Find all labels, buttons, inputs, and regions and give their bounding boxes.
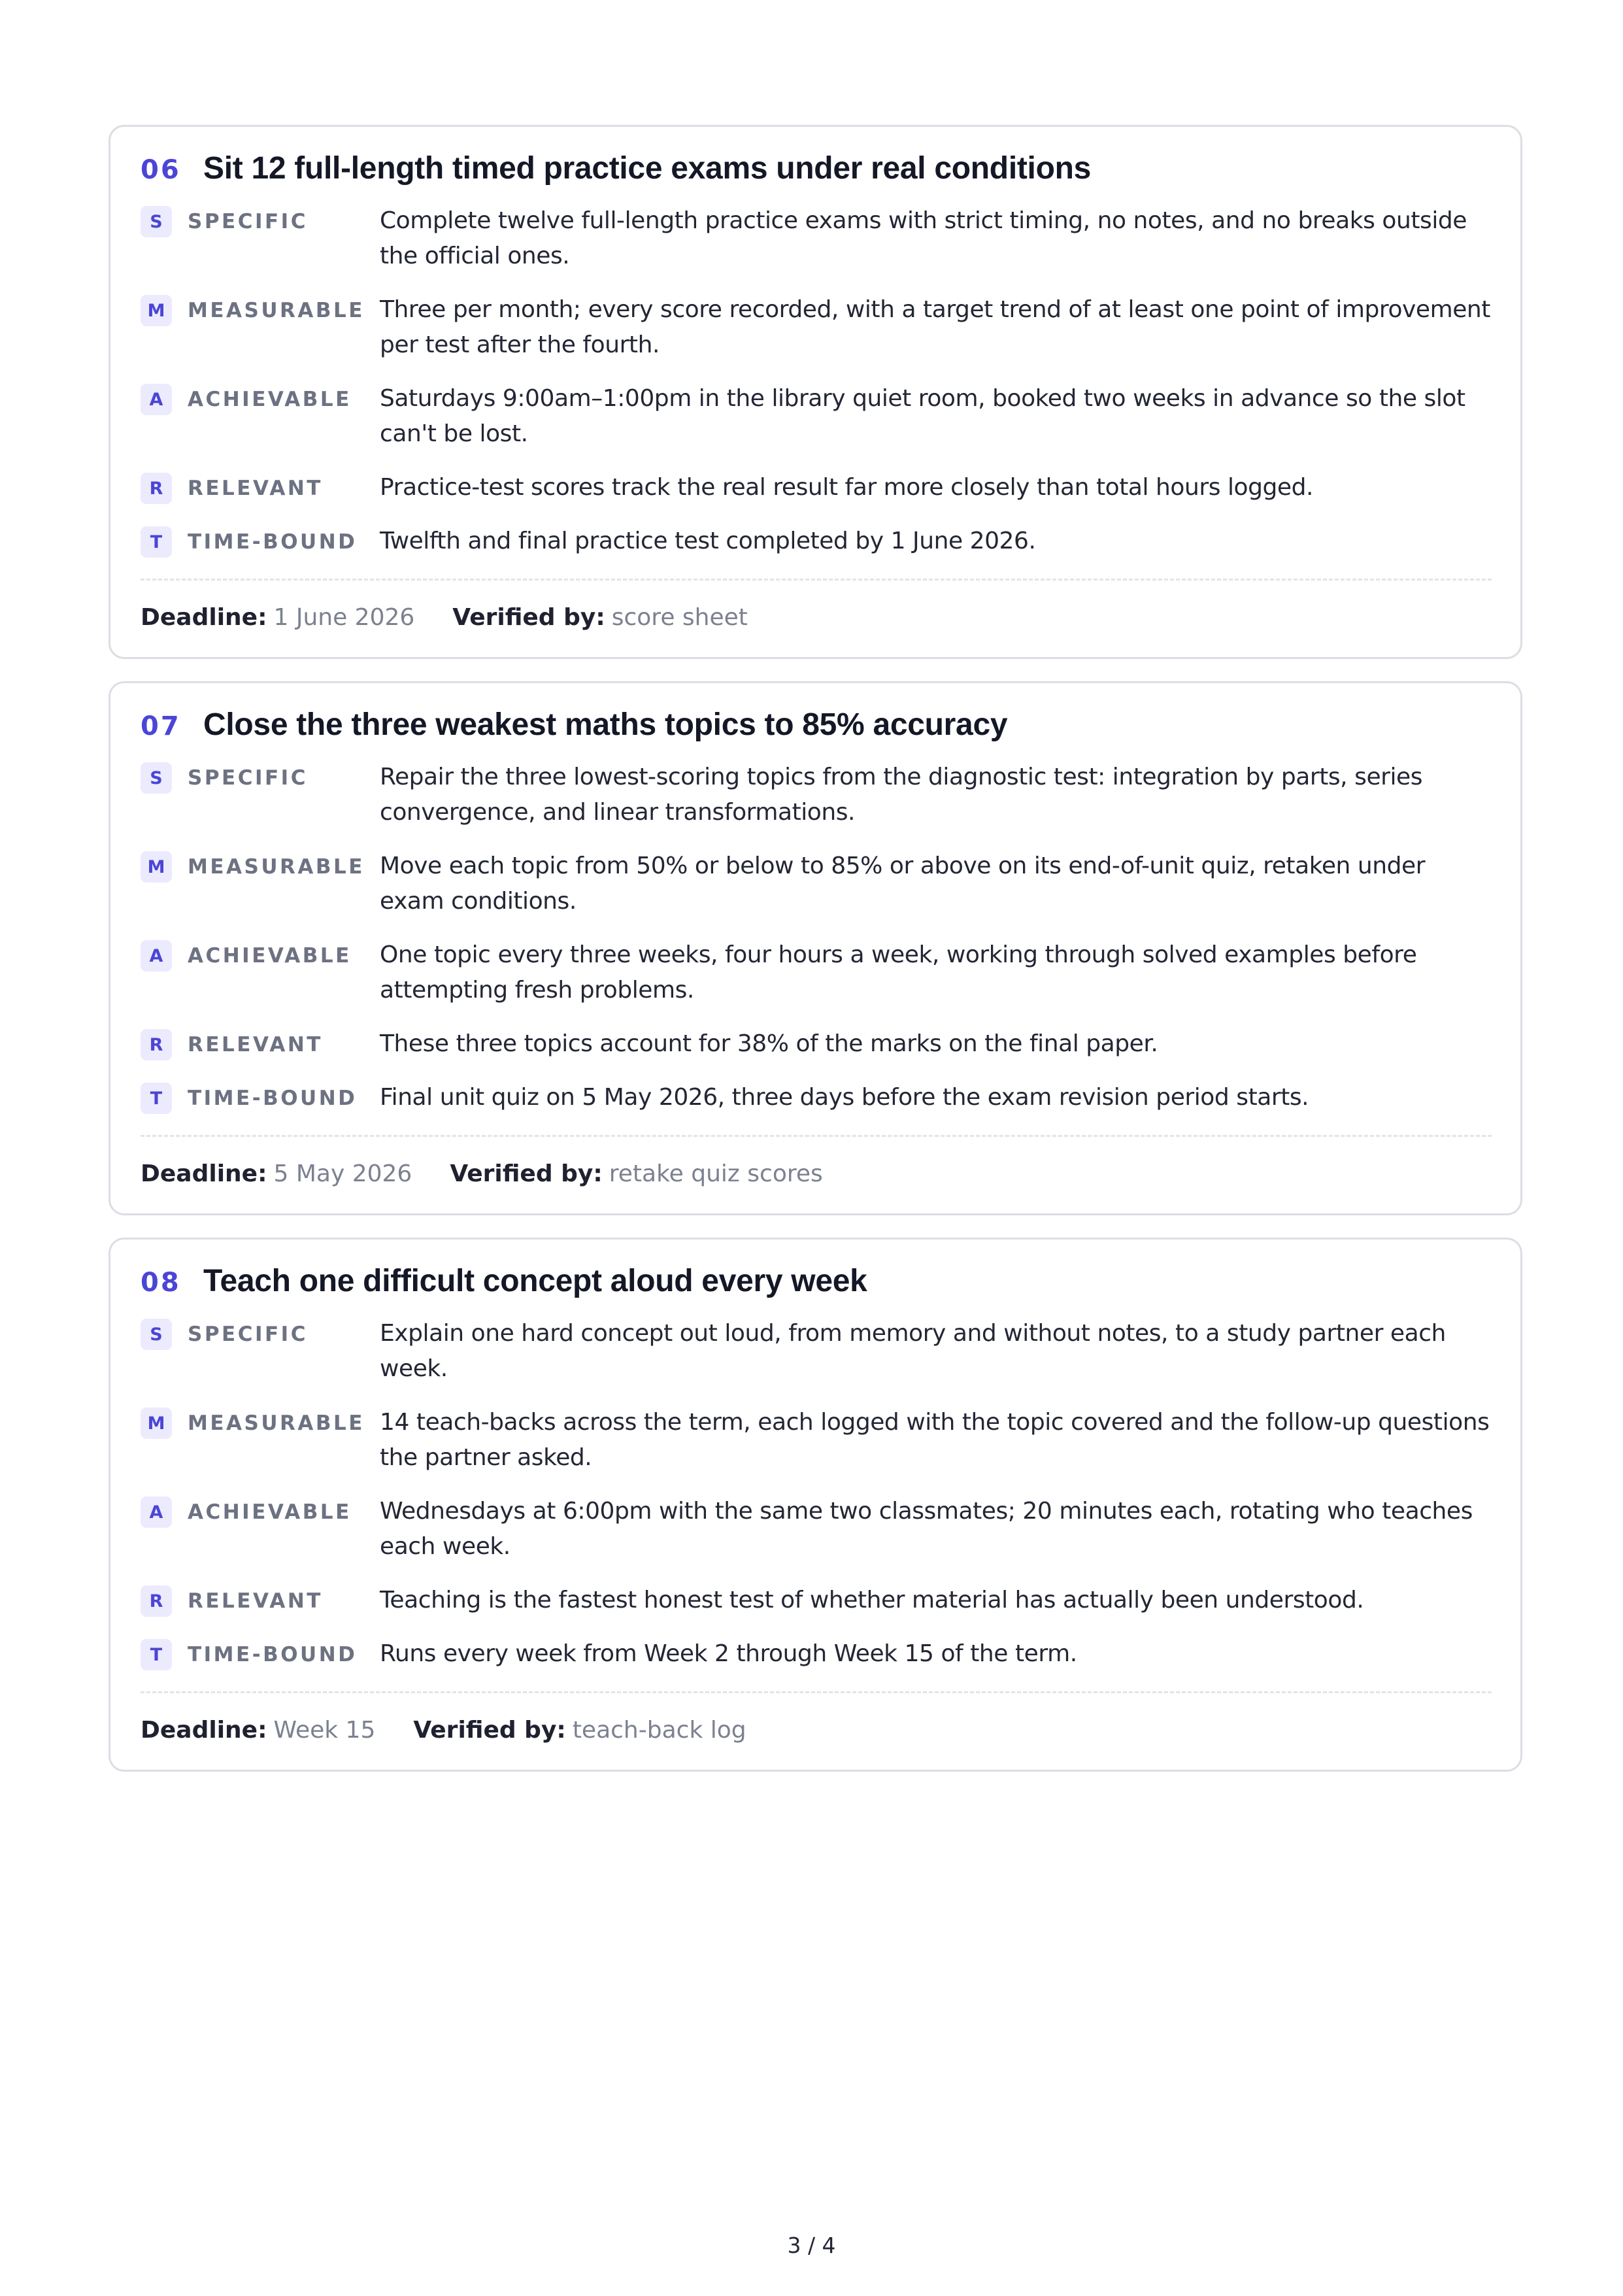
criterion-badge: T: [141, 1083, 172, 1114]
deadline-label: Deadline:: [141, 1160, 267, 1187]
verified-label: Verified by:: [413, 1717, 566, 1744]
smart-criteria-list: [141, 760, 1492, 1115]
criterion-name: ACHIEVABLE: [188, 388, 352, 411]
card-divider: [141, 1691, 1492, 1693]
criterion-text: Wednesdays at 6:00pm with the same two classmates; 20 minutes each, rotating who teaches each week.: [380, 1498, 1473, 1560]
criterion-measurable: [141, 849, 1492, 919]
verified-value: teach-back log: [572, 1717, 746, 1744]
criterion-name: ACHIEVABLE: [188, 944, 352, 968]
criterion-name: MEASURABLE: [188, 299, 365, 322]
criterion-text: Move each topic from 50% or below to 85% or above on its end-of-unit quiz, retaken under exam conditions.: [380, 853, 1426, 915]
criterion-name: TIME-BOUND: [188, 1087, 358, 1110]
page-number: 3 / 4: [787, 2233, 836, 2258]
criterion-text: These three topics account for 38% of the marks on the final paper.: [380, 1030, 1158, 1057]
criterion-text: 14 teach-backs across the term, each logged with the topic covered and the follow-up questions the partner asked.: [380, 1409, 1490, 1471]
goal-number: 06: [141, 155, 181, 185]
criterion-text: Runs every week from Week 2 through Week 15 of the term.: [380, 1640, 1077, 1667]
deadline-value: 1 June 2026: [273, 604, 415, 631]
criterion-name: MEASURABLE: [188, 855, 365, 879]
goal-footer: [141, 604, 1492, 631]
criterion-badge: T: [141, 1639, 172, 1670]
criterion-name: RELEVANT: [188, 1589, 323, 1613]
goal-card: [109, 1238, 1522, 1772]
criterion-specific: [141, 760, 1492, 830]
verified-value: score sheet: [611, 604, 748, 631]
criterion-relevant: [141, 1026, 1492, 1062]
criterion-achievable: [141, 937, 1492, 1008]
criterion-badge: M: [141, 295, 172, 326]
criterion-badge: S: [141, 762, 172, 794]
goal-title: Teach one difficult concept aloud every week: [203, 1264, 867, 1298]
criterion-relevant: [141, 470, 1492, 505]
goal-header: [141, 707, 1492, 743]
criterion-name: SPECIFIC: [188, 766, 308, 790]
criterion-achievable: [141, 1494, 1492, 1564]
card-divider: [141, 579, 1492, 581]
criterion-achievable: [141, 381, 1492, 452]
criterion-text: Final unit quiz on 5 May 2026, three days before the exam revision period starts.: [380, 1084, 1309, 1111]
verified-label: Verified by:: [452, 604, 605, 631]
criterion-name: TIME-BOUND: [188, 1643, 358, 1666]
criterion-name: RELEVANT: [188, 1033, 323, 1056]
criterion-text: Saturdays 9:00am–1:00pm in the library quiet room, booked two weeks in advance so the slot can't be lost.: [380, 385, 1465, 447]
goal-title: Close the three weakest maths topics to 85% accuracy: [203, 707, 1008, 742]
criterion-badge: A: [141, 1496, 172, 1528]
criterion-time-bound: [141, 1636, 1492, 1672]
verified-label: Verified by:: [450, 1160, 603, 1187]
criterion-name: TIME-BOUND: [188, 530, 358, 554]
verified-value: retake quiz scores: [609, 1160, 823, 1187]
criterion-badge: R: [141, 1029, 172, 1060]
criterion-text: Explain one hard concept out loud, from memory and without notes, to a study partner each week.: [380, 1320, 1446, 1382]
goal-header: [141, 150, 1492, 186]
criterion-badge: M: [141, 851, 172, 883]
criterion-badge: S: [141, 1319, 172, 1350]
criterion-name: MEASURABLE: [188, 1411, 365, 1435]
criterion-badge: S: [141, 206, 172, 237]
criterion-badge: A: [141, 940, 172, 971]
goal-footer: [141, 1717, 1492, 1744]
deadline-label: Deadline:: [141, 604, 267, 631]
criterion-text: Complete twelve full-length practice exams with strict timing, no notes, and no breaks outside the official ones.: [380, 207, 1467, 269]
goal-card: [109, 681, 1522, 1215]
criterion-text: Three per month; every score recorded, with a target trend of at least one point of improvement per test after the fourth.: [380, 296, 1490, 358]
criterion-badge: R: [141, 473, 172, 504]
goal-number: 07: [141, 711, 181, 741]
criterion-text: Teaching is the fastest honest test of whether material has actually been understood.: [380, 1587, 1364, 1613]
criterion-time-bound: [141, 1080, 1492, 1115]
criterion-text: Twelfth and final practice test completed by 1 June 2026.: [380, 528, 1036, 554]
deadline-label: Deadline:: [141, 1717, 267, 1744]
criterion-relevant: [141, 1583, 1492, 1618]
criterion-text: Repair the three lowest-scoring topics from the diagnostic test: integration by parts, series convergence, and linear transformations.: [380, 764, 1423, 826]
criterion-badge: M: [141, 1408, 172, 1439]
goal-header: [141, 1263, 1492, 1299]
criterion-badge: A: [141, 384, 172, 415]
card-divider: [141, 1135, 1492, 1137]
smart-criteria-list: [141, 1316, 1492, 1672]
goal-card: [109, 125, 1522, 659]
goal-list: [109, 125, 1522, 1794]
deadline-value: 5 May 2026: [273, 1160, 412, 1187]
smart-criteria-list: [141, 203, 1492, 559]
criterion-badge: R: [141, 1585, 172, 1617]
criterion-measurable: [141, 292, 1492, 363]
criterion-measurable: [141, 1405, 1492, 1476]
criterion-specific: [141, 1316, 1492, 1387]
criterion-name: ACHIEVABLE: [188, 1500, 352, 1524]
criterion-name: SPECIFIC: [188, 1323, 308, 1346]
goal-footer: [141, 1160, 1492, 1187]
criterion-name: RELEVANT: [188, 477, 323, 500]
goal-title: Sit 12 full-length timed practice exams under real conditions: [203, 151, 1092, 186]
criterion-name: SPECIFIC: [188, 210, 308, 233]
criterion-text: One topic every three weeks, four hours a week, working through solved examples before attempting fresh problems.: [380, 941, 1417, 1004]
goal-number: 08: [141, 1268, 181, 1298]
criterion-time-bound: [141, 524, 1492, 559]
criterion-badge: T: [141, 526, 172, 558]
deadline-value: Week 15: [273, 1717, 376, 1744]
criterion-specific: [141, 203, 1492, 274]
criterion-text: Practice-test scores track the real result far more closely than total hours logged.: [380, 474, 1314, 501]
